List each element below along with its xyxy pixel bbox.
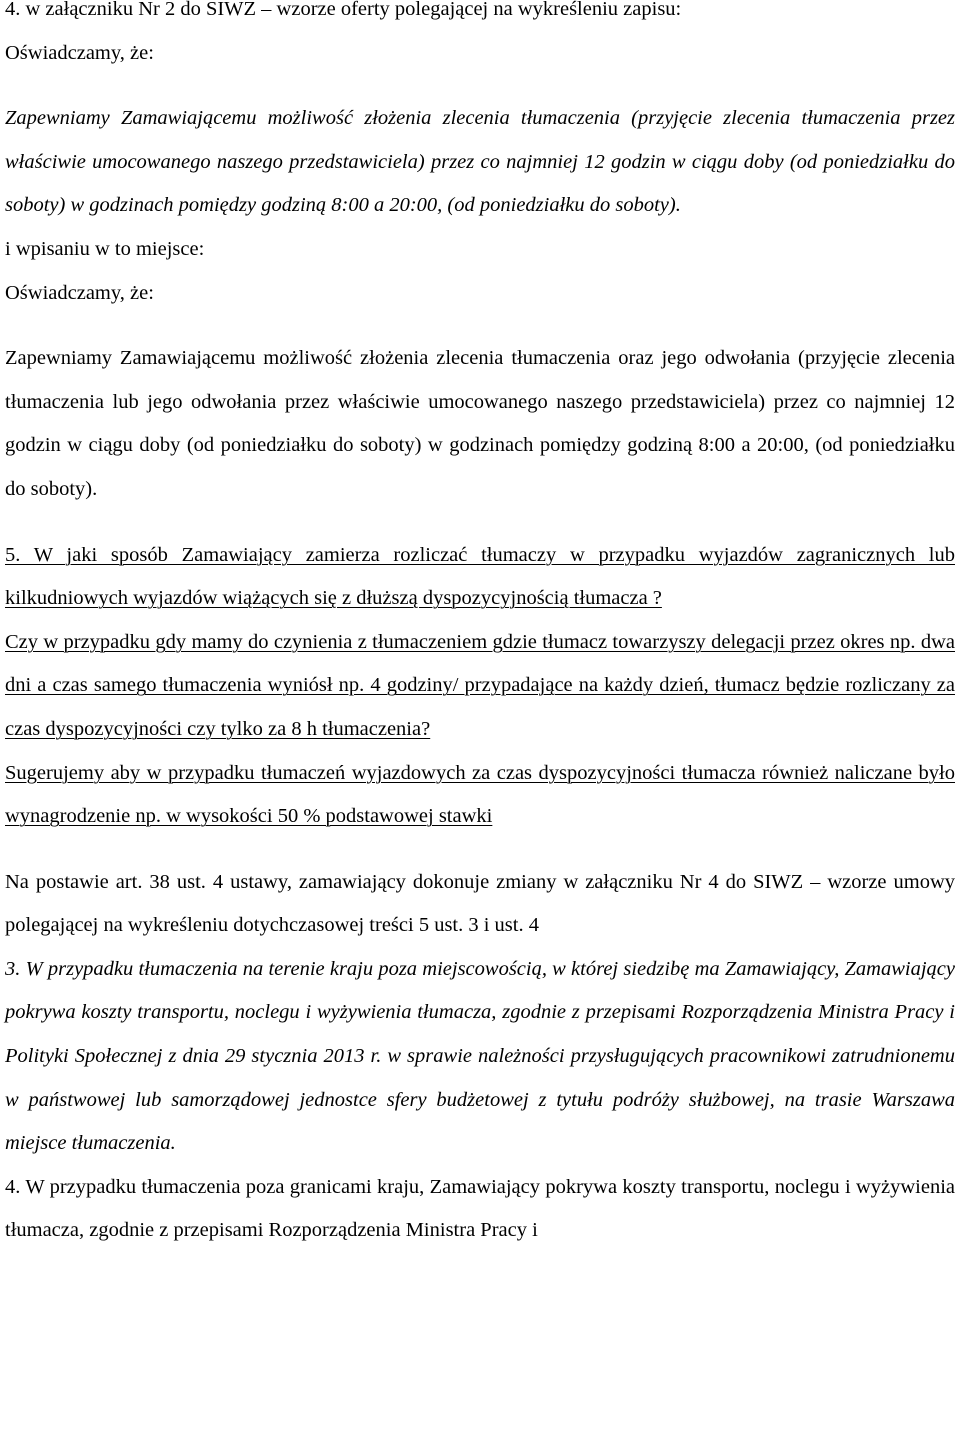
contract-clause-4: 4. W przypadku tłumaczenia poza granicami kraju, Zamawiający pokrywa koszty transportu, noclegu i wyżywienia tłumacza, zgodnie z przepisami Rozporządzenia Ministra Pracy i bbox=[5, 1175, 955, 1242]
spacer bbox=[5, 75, 955, 97]
declaration-label: Oświadczamy, że: bbox=[5, 281, 154, 304]
spacer bbox=[5, 512, 955, 534]
original-clause: Zapewniamy Zamawiającemu możliwość złożenia zlecenia tłumaczenia (przyjęcie zlecenia tłumaczenia przez właściwie umocowanego naszego przedstawiciela) przez co najmniej 12 godzin w ciągu doby (od poniedziałku do soboty) w godzinach pomiędzy godziną 8:00 a 20:00, (od poniedziałku do soboty). bbox=[5, 107, 955, 217]
replacement-clause: Zapewniamy Zamawiającemu możliwość złożenia zlecenia tłumaczenia oraz jego odwołania (przyjęcie zlecenia tłumaczenia lub jego odwołania przez właściwie umocowanego naszego przedstawiciela) przez co najmniej 12 godzin w ciągu doby (od poniedziałku do soboty) w godzinach pomiędzy godziną 8:00 a 20:00, (od poniedziałku do soboty). bbox=[5, 347, 955, 500]
contract-clause-3: 3. W przypadku tłumaczenia na terenie kraju poza miejscowością, w której siedzibę ma Zamawiający, Zamawiający pokrywa koszty transportu, noclegu i wyżywienia tłumacza, zgodnie z przepisami Rozporządzenia Ministra Pracy i Polityki Społecznej z dnia 29 stycznia 2013 r. w sprawie należności przysługujących pracownikowi zatrudnionemu w państwowej lub samorządowej jednostce sfery budżetowej z tytułu podróży służbowej, na trasie Warszawa miejsce tłumaczenia. bbox=[5, 957, 955, 1155]
question-5-detail: Czy w przypadku gdy mamy do czynienia z tłumaczeniem gdzie tłumacz towarzyszy delegacji przez okres np. dwa dni a czas samego tłumaczenia wyniósł np. 4 godziny/ przypadające na każdy dzień, tłumacz będzie rozliczany za czas dyspozycyjności czy tylko za 8 h tłumaczenia? bbox=[5, 630, 955, 740]
spacer bbox=[5, 315, 955, 337]
spacer bbox=[5, 839, 955, 861]
question-5: 5. W jaki sposób Zamawiający zamierza rozliczać tłumaczy w przypadku wyjazdów zagranicznych lub kilkudniowych wyjazdów wiążących się z dłuższą dyspozycyjnością tłumacza ? bbox=[5, 543, 955, 610]
declaration-label: Oświadczamy, że: bbox=[5, 41, 154, 64]
document-page bbox=[5, 0, 955, 1253]
section-4-heading: 4. w załączniku Nr 2 do SIWZ – wzorze oferty polegającej na wykreśleniu zapisu: bbox=[5, 0, 682, 20]
answer-intro: Na postawie art. 38 ust. 4 ustawy, zamawiający dokonuje zmiany w załączniku Nr 4 do SIWZ – wzorze umowy polegającej na wykreśleniu dotychczasowej treści 5 ust. 3 i ust. 4 bbox=[5, 870, 955, 937]
suggestion: Sugerujemy aby w przypadku tłumaczeń wyjazdowych za czas dyspozycyjności tłumacza również naliczane było wynagrodzenie np. w wysokości 50 % podstawowej stawki bbox=[5, 761, 955, 828]
replacement-intro: i wpisaniu w to miejsce: bbox=[5, 237, 205, 260]
